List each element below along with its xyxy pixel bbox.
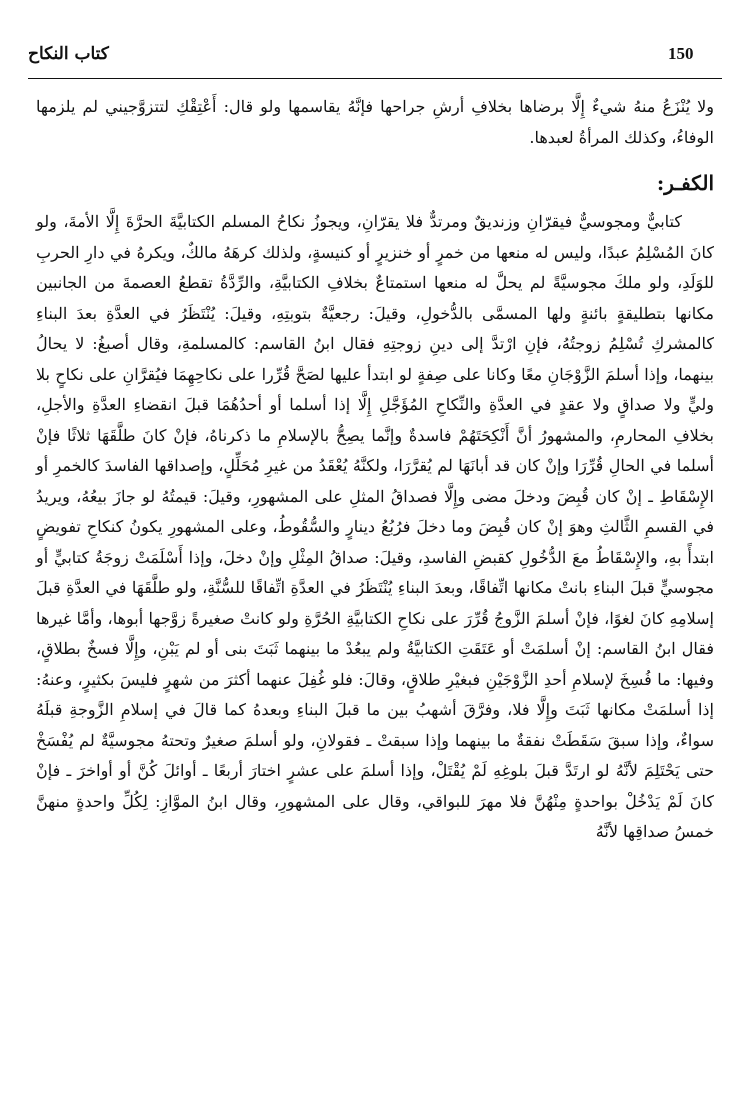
paragraph-intro: ولا يُنْزَعُ منهُ شيءٌ إِلَّا برضاها بخلافِ أرشِ جراحها فإنَّهُ يقاسمها ولو قال: أَعْتِقْكِ لتتزوَّجيني لم يلزمها الوفاءُ، وكذلك المرأةُ لعبدها. [36,97,714,147]
paragraph-main: كتابيٌّ ومجوسيٌّ فيقرّانِ وزنديقٌ ومرتدٌّ فلا يقرّانِ، ويجوزُ نكاحُ المسلم الكتابيَّةَ الحرَّةَ إِلَّا الأمةَ، ولو كانَ المُسْلِمُ عبدًا، وليس له منعها من خمرٍ أو خنزيرٍ أو كنيسةٍ، ولذلك كرهَهُ مالكٌ، ويكرهُ في دارِ الحربِ للوَلَدِ، ولو ملكَ مجوسيَّةً لم يحلَّ له منعها استمتاعٌ بخلافِ الكتابيَّةِ، والرِّدَّةُ تقطعُ العصمةَ من الجانبين مكانها بتطليقةٍ بائنةٍ ولها المسمَّى بالدُّخولِ، وقيلَ: رجعيَّةٌ بتوبتِهِ، وقيلَ: يُنْتَظَرُ في العدَّةِ بعدَ البناءِ كالمشركِ تُسْلِمُ زوجتُهُ، فإنِ ارْتدَّ إلى دينِ زوجتِهِ فقال ابنُ القاسم: كالمسلمةِ، وقال أصبغُ: لا يحالُ بينهما، وإذا أسلمَ الزَّوْجَانِ معًا وكانا على صِفةٍ لو ابتدأ عليها لصَحَّ قُرِّرا على نكاحِهِمَا فيُقرَّانِ على نكاحٍ بلا وليٍّ ولا صداقٍ ولا عقدٍ في العدَّةِ والنِّكاحِ المُؤَجَّلِ إِلَّا إذا أسلما أو أحدُهُمَا قبلَ انقضاءِ العدَّةِ والأجلِ، بخلافِ المحارمِ، والمشهورُ أنَّ أَنْكِحَتَهُمْ فاسدةٌ وإنَّما يصِحُّ بالإسلامِ ما ذكرناهُ، فإنْ كانَ طلَّقَهَا ثلاثًا فإنْ أسلما في الحالِ قُرِّرَا وإنْ كان قد أبانَهَا لم يُقرَّرَا، ولكنَّهُ يُعْقَدُ من غيرِ مُحَلِّلٍ، وإصداقها الفاسدَ كالخمرِ أو الإِسْقَاطِ ـ إنْ كان قُبِضَ ودخلَ مضى وإِلَّا فصداقُ المثلِ على المشهورِ، وقيلَ: قيمتُهُ لو جازَ بيعُهُ، ويريدُ في القسمِ الثَّالثِ وهوَ إنْ كان قُبِضَ وما دخلَ فرُبُعُ دينارٍ والسُّقُوطُ، وعلى المشهورِ يكونُ كنكاحِ تفويضٍ ابتدأً بهِ، والإِسْقَاطُ معَ الدُّخُولِ كقبضِ الفاسدِ، وقيلَ: صداقُ المِثْلِ وإنْ دخلَ، وإذا أَسْلَمَتْ زوجَةُ كتابيٍّ أو مجوسيٍّ قبلَ البناءِ بانتْ مكانها اتِّفاقًا، وبعدَ البناءِ يُنْتَظَرُ في العدَّةِ اتِّفاقًا للسُّنَّةِ، ولو طلَّقَهَا في العدَّةِ قبلَ إسلامِهِ كانَ لغوًا، فإنْ أسلمَ الزَّوجُ قُرِّرَ على نكاحِ الكتابيَّةِ الحُرَّةِ ولو كانتْ صغيرةً زوَّجها أبوها، وأمَّا غيرها فقال ابنُ القاسم: إنْ أسلمَتْ أو عَتَقَتِ الكتابيَّةُ ولم يبعُدْ ما بينهما ثَبَتَ بنى أو لم يَبْنِ، وإِلَّا فسخٌ بطلاقٍ، وفيها: ما فُسِخَ لإسلامِ أحدِ الزَّوْجَيْنِ فبغيْرِ طلاقٍ، وقالَ: فلو غُفِلَ عنهما أكثرَ من شهرٍ فليسَ بكثيرٍ، وعنهُ: إذا أسلمَتْ مكانها ثَبَتَ وإِلَّا فلا، وفرَّقَ أشهبُ بين ما قبلَ البناءِ وبعدهُ كما قالَ في إسلامِ الزَّوجةِ قبلَهُ سواءٌ، وإذا سبقَ سَقَطَتْ نفقةٌ ما بينهما وإذا سبقتْ ـ فقولانِ، ولو أسلمَ صغيرٌ وتحتهُ مجوسيَّةٌ لم يُفْسَخْ حتى يَحْتَلِمَ لأنَّهُ لو ارتَدَّ قبلَ بلوغِهِ لَمْ يُقْتَلْ، وإذا أسلمَ على عشرٍ اختارَ أربعًا ـ أوائلَ كُنَّ أو أواخرَ ـ فإنْ كانَ لَمْ يَدْخُلْ بواحدةٍ مِنْهُنَّ فلا مهرَ للبواقي، وقال على المشهورِ، وقال ابنُ الموَّازِ: لِكُلِّ واحدةٍ منهنَّ خمسُ صداقِها لأنَّهُ [36,212,715,841]
page-body [36,92,714,848]
page-header [28,44,722,76]
section-heading: الكفـر: [656,171,714,195]
header-rule [28,78,722,79]
page-number: 150 [668,44,694,63]
running-title: كتاب النكاح [28,44,109,64]
